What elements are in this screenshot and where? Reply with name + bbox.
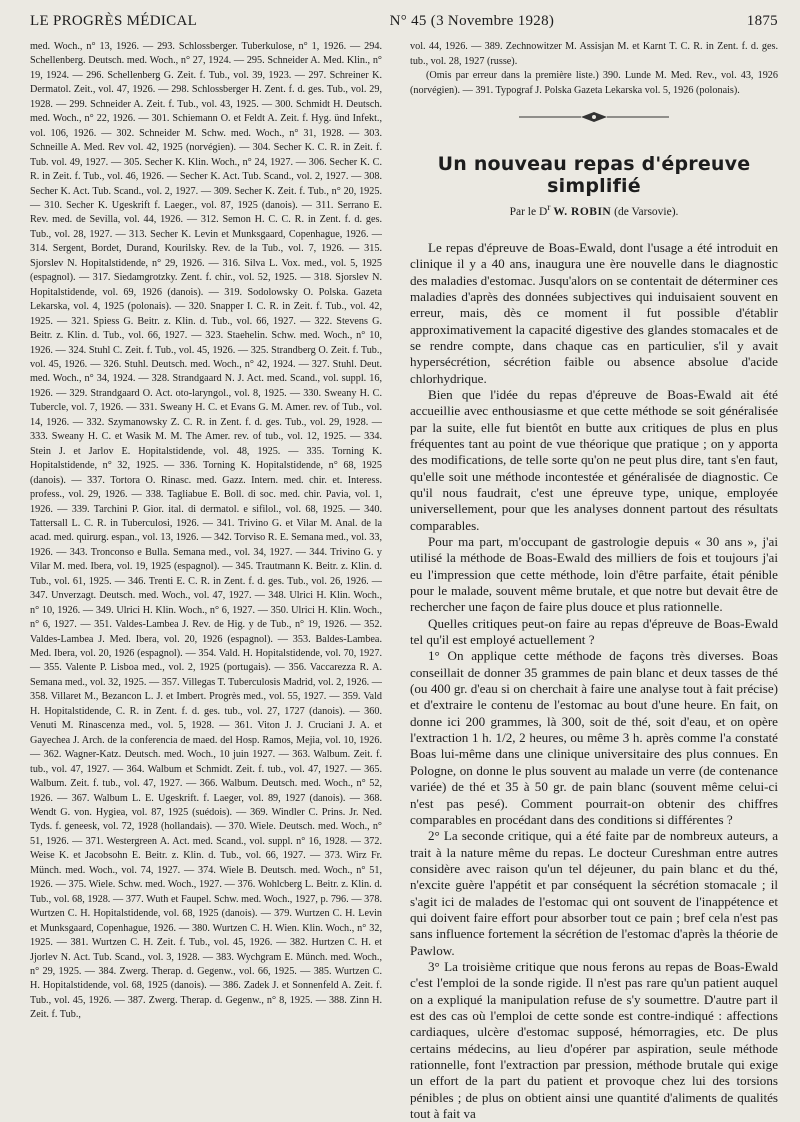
journal-title: LE PROGRÈS MÉDICAL: [30, 12, 198, 29]
article-paragraph: 2° La seconde critique, qui a été faite par de nombreux auteurs, a trait à la nature même du repas. Le docteur Cureshman entre autres considère avec raison qu'un tel déjeuner, du pain blanc et du thé, n'excite guère l'appétit et par conséquent la sécrétion stomacale ; il s'agit ici de malades de l'estomac qui ont souvent de l'inappétence et qui doivent faire effort pour absorber tout ce pain ; bref cela n'est pas sans influence fortement la sécrétion de l'estomac d'après la théorie de Pawlow.: [410, 828, 778, 958]
page-number: 1875: [746, 12, 778, 29]
ornament-divider: [519, 111, 669, 123]
bibliography-column: [30, 40, 382, 1080]
page-header: [30, 8, 778, 34]
author-affiliation: (de Varsovie).: [614, 205, 679, 218]
issue-info: N° 45 (3 Novembre 1928): [389, 12, 555, 29]
article-body: [410, 240, 778, 1122]
bibliography-continuation: [410, 40, 778, 98]
bibliography-erratum: (Omis par erreur dans la première liste.) 390. Lunde M. Med. Rev., vol. 43, 1926 (norvégien). — 391. Typograf J. Polska Gazeta Lekarska vol. 5, 1926 (polonais).: [410, 70, 778, 96]
byline-prefix-sup: r: [547, 202, 551, 213]
ornament-rule-icon: [519, 111, 669, 123]
article-paragraph: Bien que l'idée du repas d'épreuve de Boas-Ewald ait été accueillie avec enthousiasme et que cette méthode se soit généralisée par la suite, elle fut bientôt en butte aux critiques de plus en plus fréquentes tant au point de vue théorique que pratique ; on y apporta des modifications, de telle sorte qu'on ne peut plus dire, tant s'en faut, qu'elle soit une méthode incontestée et généralisée de diagnostic. Ce qu'il nous faudrait, c'est une épreuve type, unique, employée universellement, pour que les analyses donnent partout des résultats comparables.: [410, 386, 778, 533]
article-paragraph: Le repas d'épreuve de Boas-Ewald, dont l'usage a été introduit en clinique il y a 40 ans, inaugura une ère nouvelle dans le diagnostic des maladies d'estomac. Jusqu'alors on se contentait de déterminer ces maladies d'après des données subjectives qui induisaient souvent en erreur, mais, dès ce moment il fut possible d'établir approximativement la capacité digestive des glandes stomacales et de se rendre compte, dans chaque cas en particulier, s'il y avait hypersécrétion, sécrétion faible ou absence absolue d'acide chlorhydrique.: [410, 239, 778, 386]
article-paragraph: Pour ma part, m'occupant de gastrologie depuis « 30 ans », j'ai utilisé la méthode de Boas-Ewald des milliers de fois et toujours j'ai eu l'impression que cette méthode, loin d'être parfaite, était pénible pour le malade, souvent même brutale, et que notre but devait être de rechercher une façon de faire plus douce et plus rationnelle.: [410, 534, 778, 615]
article-column: [410, 40, 778, 1122]
bibliography-tail: vol. 44, 1926. — 389. Zechnowitzer M. Assisjan M. et Karnt T. C. R. in Zent. f. d. ges. tub., vol. 28, 1927 (russe).: [410, 41, 778, 67]
byline-prefix: Par le D: [509, 205, 548, 218]
bibliography-text: med. Woch., n° 13, 1926. — 293. Schlossberger. Tuberkulose, n° 1, 1926. — 294. Schellenberg. Deutsch. med. Woch., n° 27, 1924. — 295. Schneider A. Med. Klin., n° 19, 1924. — 296. Schellenberg G. Zeit. f. Tub., vol. 39, 1923. — 297. Schreiner K. Dermatol. Zeit., vol. 47, 1926. — 298. Schlossberger H. Zent. f. d. ges. Tub., vol. 29, 1928. — 299. Schneider A. Zeit. f. Tub., vol. 43, 1925. — 300. Schmidt H. Deutsch. med. Woch., n° 22, 1926. — 301. Schiemann O. et Feldt A. Zeit. f. Hyg. ünd Infekt., vol. 106, 1926. — 302. Schneider M. Schw. med. Woch., n° 31, 1928. — 303. Schneille A. Med. Rev vol. 42, 1925 (norvégien). — 304. Secher K. C. R. in Zeit. f. Tub. vol. 49, 1927. — 305. Secher K. Klin. Woch., n° 24, 1927. — 306. Secher K. C. R. in Zeit. f. Tub., vol. 46, 1926. — Secher K. Act. Tub. Scand., vol. 2, 1927. — 308. Secher K. Act. Tub. Scand., vol. 2, 1927. — 309. Secher K. Zeit. f. Tub., n° 20, 1925. — 310. Secher K. Ugeskrift f. Laeger., vol. 87, 1925 (danois). — 311. Serrano E. Rev. med. de Sevilla, vol. 44, 1926. — 312. Semon H. C. C. R. in Zent. f. d. ges. Tub., vol. 28, 1927. — 313. Secher K. Levin et Munksgaard, Copenhague, 1926. — 314. Sergent, Bordet, Durand, Kourilsky. Rev. de la Tub., vol. 7, 1926. — 315. Sjorslev N. Hopitalstidende, n° 29, 1926. — 316. Silva L. Vox. med., vol. 5, 1925 (espagnol). — 317. Siedamgrotzky. Zent. f. chir., vol. 52, 1925. — 318. Sjorslev N. Hopitalstidende, vol. 69, 1926 (danois). — 319. Sodolowsky O. Polska. Gazeta Lekarska, vol. 4, 1925 (polonais). — 320. Snapper I. C. R. in Zeit. f. Tub., vol. 42, 1925. — 321. Spiess G. Beitr. z. Klin. d. Tub., vol. 66, 1927. — 322. Stevens G. Beitr. z. Klin. d. Tub., vol. 66, 1927. — 323. Staehelin. Schw. med. Woch., n° 10, 1926. — 324. Stuhl C. Zeit. f. Tub., vol. 45, 1926. — 325. Strandberg O. Zeit. f. Tub., vol. 45, 1926. — 326. Stuhl. Deutsch. med. Woch., n° 42, 1924. — 327. Stuhl. Deut. med. Woch., n° 34, 1924. — 328. Strandgaard N. J. Act. med. Scand., vol. suppl. 16, 1926. — 329. Strandgaard O. Act. oto-laryngol., vol. 8, 1925. — 330. Sweany H. C. Tubercle, vol. 7, 1926. — 331. Sweany H. C. et Evans G. M. Amer. rev. of Tub., vol. 14, 1926. — 332. Szymanowsky Z. C. R. in Zent. f. d. ges. Tub., vol. 29, 1928. — 333. Sweany H. C. et Wasik M. M. The Amer. rev. of tub., vol. 12, 1925. — 334. Stein J. et Jarlov E. Hopitalstidende, vol. 48, 1925. — 335. Torning K. Hopitalstidende, n° 32, 1925. — 336. Torning K. Hopitalstidende, n° 68, 1925 (danois). — 337. Tortora O. Rinasc. med. Gazz. Intern. med. chir. et. Interess. profess., vol. 29, 1926. — 338. Tagliabue E. Boll. di soc. med. chir. Pavia, vol. 1, 1926. — 339. Tarchini P. Gior. ital. di dermatol. e sifilol., vol. 68, 1925. — 340. Tattersall L. C. R. in Tuberculosi, 1926. — 341. Trivino G. et Vilar M. Anal. de la acad. med. quirurg. espan., vol. 13, 1926. — 342. Torviso R. E. Semana med., vol. 33, 1926. — 343. Tronconso e Bulla. Semana med., vol. 34, 1927. — 344. Trivino G. y Vilar M. med. Ibera, vol. 19, 1925 (espagnol). — 345. Trautmann K. Beitr. z. Klin. d. Tub., vol. 61, 1925. — 346. Trenti E. C. R. in Zent. f. d. ges. Tub., vol. 26, 1926. — 347. Unverzagt. Deutsch. med. Woch., vol. 47, 1927. — 348. Ulrici H. Klin. Woch., n° 10, 1926. — 349. Ulrici H. Klin. Woch., n° 6, 1927. — 350. Ulrici H. Klin. Woch., n° 6, 1927. — 351. Valdes-Lambea J. Rev. de Hig. y de Tub., n° 19, 1926. — 352. Valdes-Lambea J. Med. Ibera, vol. 20, 1926 (espagnol). — 353. Baldes-Lambea. Med. Ibera, vol. 20, 1926 (espagnol). — 354. Vald. H. Hopitalstidende, vol. 70, 1927. — 355. Valente P. Lisboa med., vol. 2, 1925 (portugais). — 356. Vaccarezza R. A. Semana med., vol. 32, 1925. — 357. Villegas T. Tuberculosis Madrid, vol. 2, 1926. — 358. Villaret M., Bezancon L. J. et Imbert. Progrès med., vol. 55, 1927. — 359. Vald H. Hopitalstidende, C. R. in Zent. f. d. ges. tub., vol. 27, 1727 (danois). — 360. Venuti M. Rinascenza med., vol. 5, 1928. — 361. Viton J. J. Cruciani J. A. et Gayechea J. Arch. de la conferencia de maed. del Hosp. Ramos, Mejia, vol. 10, 1926. — 362. Wagner-Katz. Deutsch. med. Woch., 10 juin 1927. — 363. Walbum. Zeit. f. tub., vol. 47, 1927. — 364. Walbum et Schmidt. Zeit. f. tub., vol. 47, 1927. — 365. Walbum. Zeit. f. tub., vol. 47, 1927. — 366. Walbum. Deutsch. med. Woch., n° 52, 1926. — 367. Walbum L. E. Ugeskrift. f. Laeger, vol. 89, 1927 (danois). — 368. Wendt G. von. Hygiea, vol. 87, 1925 (suédois). — 369. Windler C. Prins. Jr. Ned. Tyds. f. geneesk, vol. 72, 1928 (hollandais). — 370. Wiele. Deutsch. med. Woch., n° 51, 1926. — 371. Westergreen A. Act. med. Scand., vol. suppl. n° 16, 1928. — 372. Weise K. et Jacobsohn E. Beitr. z. Klin. d. Tub., vol. 66, 1927. — 373. Wirz Fr. Münch. med. Woch., vol. 74, 1927. — 374. Wiele B. Deutsch. med. Woch., n° 51, 1926. — 375. Wiele. Schw. med. Woch., 1927. — 376. Wohlcberg L. Beitr. z. Klin. d. Tub., vol. 68, 1928. — 377. Wuth et Faupel. Schw. med. Woch., 1927, p. 796. — 378. Wurtzen C. H. Hopitalstidende, vol. 68, 1925 (danois). — 379. Wurtzen C. H. Levin et Munksgaard, Copenhague, 1926. — 380. Wurtzen C. H. Wien. Klin. Woch., n° 32, 1925. — 381. Wurtzen C. H. Zeit. f. Tub., vol. 45, 1926. — 382. Hurtzen C. H. et Jjorlev N. Act. Tub. Scand., vol. 3, 1928. — 383. Wychgram E. Münch. med. Woch., n° 29, 1925. — 384. Zwerg. Therap. d. Gegenw., vol. 66, 1925. — 385. Wurtzen C. H. Hopitalstidende, vol. 68, 1925 (danois). — 386. Zadek J. et Sonnenfeld A. Zeit. f. Tub., vol. 45, 1926. — 387. Zwerg. Therap. d. Gegenw., n° 8, 1925. — 388. Zinn H. Zeit. f. Tub.,: [30, 41, 382, 1021]
article-byline: [410, 202, 778, 218]
article-paragraph: 3° La troisième critique que nous ferons au repas de Boas-Ewald c'est l'emploi de la sonde rigide. Il n'est pas rare qu'un patient auquel on a expliqué la manipulation refuse de s'y soumettre. D'autre part il est des cas où l'emploi de cette sonde est contre-indiqué : affections cardiaques, ulcère d'estomac supposé, hémorragies, etc. De plus certains médecins, au lieu d'opérer par aspiration, seule méthode rationnelle, font l'extraction par pression, méthode brutale qui exige un effort de la part du patient et provoque chez lui des torsions pénibles ; de plus on obtient ainsi une quantité d'aliments de qualités tout à fait va: [410, 958, 778, 1122]
article-paragraph: Quelles critiques peut-on faire au repas d'épreuve de Boas-Ewald tel qu'il est employé actuellement ?: [410, 615, 778, 648]
article-title: Un nouveau repas d'épreuve simplifié: [437, 153, 751, 197]
author-name: W. ROBIN: [553, 205, 612, 218]
article-paragraph: 1° On applique cette méthode de façons très diverses. Boas conseillait de donner 35 grammes de pain blanc et deux tasses de thé (ou 400 gr. d'eau si on cherchait à faire une analyse tout à fait précise) et d'extraire le contenu de l'estomac au bout d'une heure. En fait, on donne ici 200 grammes, là 300, soit de thé, soit d'eau, et on opère l'extraction 1 h. 1/2, 2 heures, ou même 3 h. après comme l'a constaté Boas lui-même dans une clinique universitaire des plus connues. En Pologne, on donne le plus souvent au malade un verre (de contenance variée) de thé et 35 à 50 gr. de pain blanc (souvent même celui-ci n'est pas pesé). Comment pourrait-on obtenir des chiffres comparables en procédant dans des conditions si différentes ?: [410, 648, 778, 827]
